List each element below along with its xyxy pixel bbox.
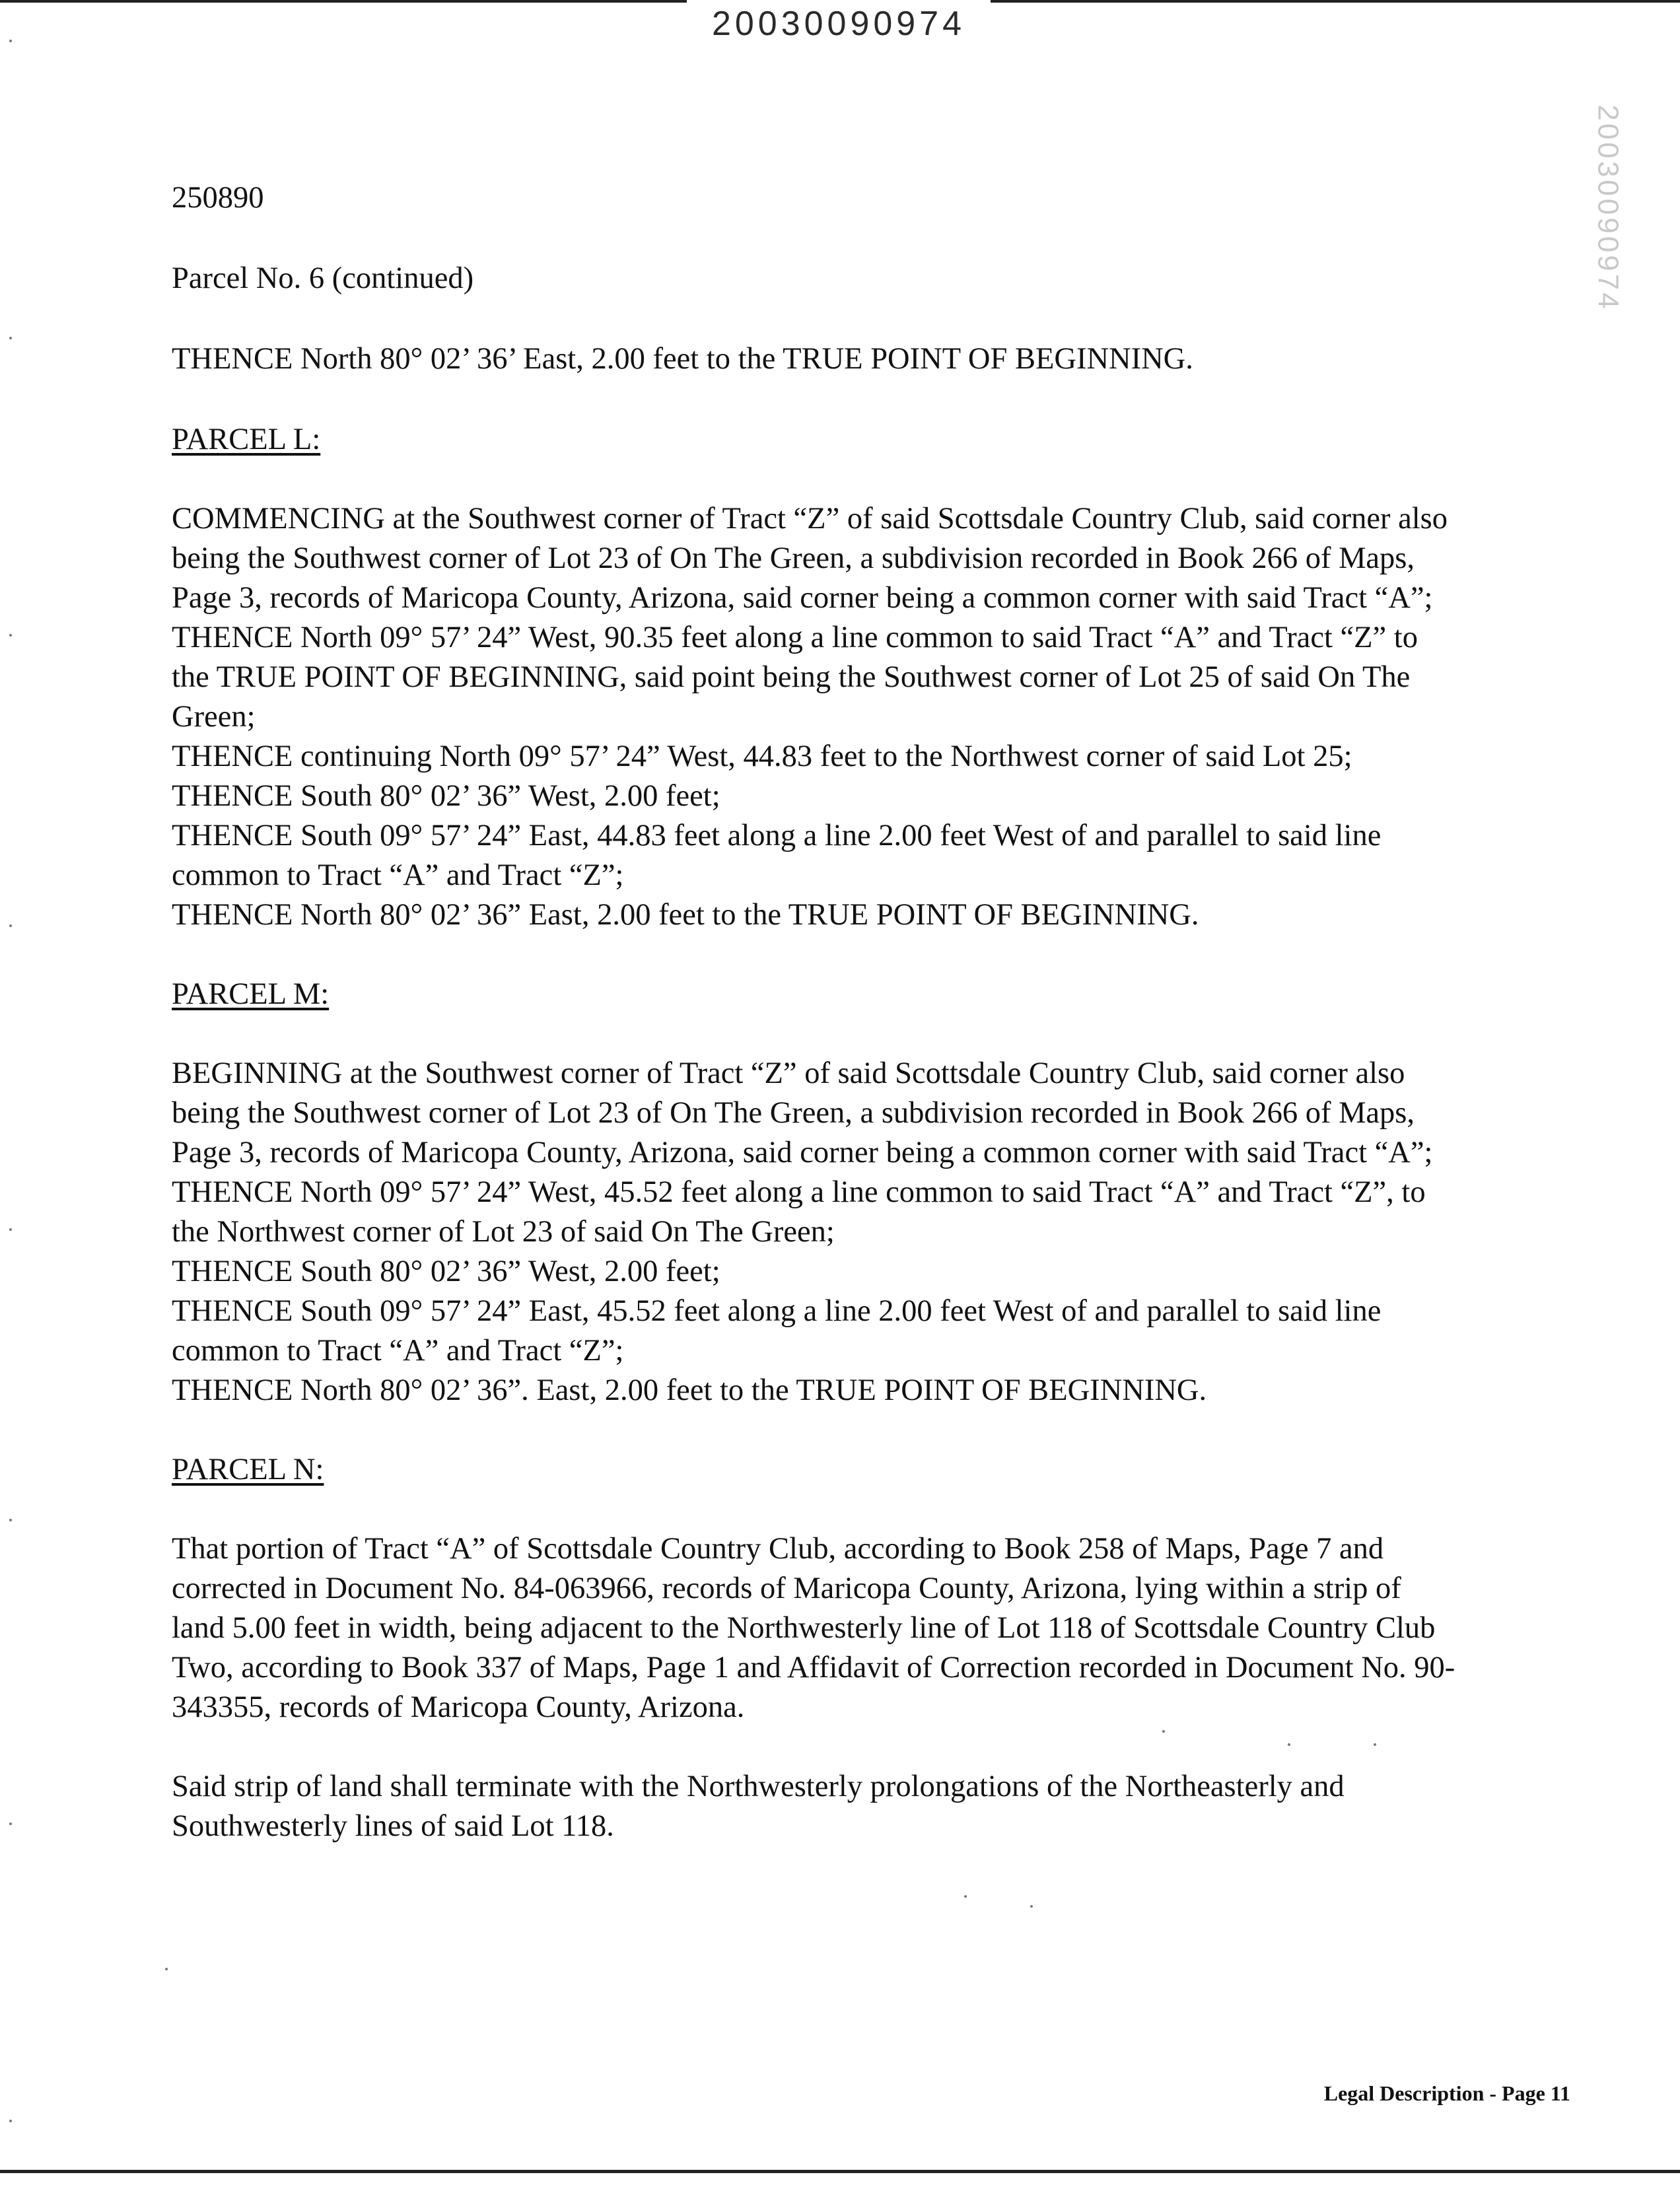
text-line: Two, according to Book 337 of Maps, Page 1 and Affidavit of Correction recorded in Document No. 90- xyxy=(172,1651,1455,1684)
section-heading: PARCEL M: xyxy=(172,977,330,1011)
text-line: common to Tract “A” and Tract “Z”; xyxy=(172,1334,624,1368)
scan-speck xyxy=(1374,1743,1376,1746)
scan-speck xyxy=(9,634,12,637)
text-line: Page 3, records of Maricopa County, Arizona, said corner being a common corner with said Tract “A”; xyxy=(172,581,1433,615)
legal-paragraph xyxy=(172,1054,1578,1410)
scan-speck xyxy=(9,1822,12,1825)
side-stamp xyxy=(1588,99,1628,317)
text-line: THENCE North 80° 02’ 36”. East, 2.00 feet to the TRUE POINT OF BEGINNING. xyxy=(172,1373,1207,1407)
text-line: being the Southwest corner of Lot 23 of On The Green, a subdivision recorded in Book 266 of Maps, xyxy=(172,541,1415,575)
scan-speck xyxy=(9,40,12,42)
parcel-l-section xyxy=(172,420,1578,935)
text-line: THENCE continuing North 09° 57’ 24” West, 44.83 feet to the Northwest corner of said Lot 25; xyxy=(172,740,1352,773)
legal-paragraph xyxy=(172,1529,1578,1727)
scan-speck xyxy=(964,1895,967,1898)
text-line: Page 3, records of Maricopa County, Arizona, said corner being a common corner with said Tract “A”; xyxy=(172,1136,1433,1169)
text-line: COMMENCING at the Southwest corner of Tract “Z” of said Scottsdale Country Club, said corner also xyxy=(172,502,1448,536)
text-line: Southwesterly lines of said Lot 118. xyxy=(172,1809,614,1843)
scan-speck xyxy=(165,1968,168,1970)
scan-speck xyxy=(9,2120,12,2122)
text-line: BEGINNING at the Southwest corner of Tract “Z” of said Scottsdale Country Club, said corner also xyxy=(172,1057,1405,1090)
text-line: 343355, records of Maricopa County, Arizona. xyxy=(172,1690,745,1724)
bottom-border-line xyxy=(0,2170,1680,2173)
text-line: THENCE North 09° 57’ 24” West, 90.35 feet along a line common to said Tract “A” and Tract “Z” to xyxy=(172,621,1418,654)
text-line: THENCE North 80° 02’ 36” East, 2.00 feet to the TRUE POINT OF BEGINNING. xyxy=(172,898,1199,932)
page-footer: Legal Description - Page 11 xyxy=(1323,2081,1570,2105)
scan-speck xyxy=(9,1519,12,1521)
text-line: corrected in Document No. 84-063966, records of Maricopa County, Arizona, lying within a strip of xyxy=(172,1572,1401,1605)
scan-speck xyxy=(9,337,12,339)
text-line: common to Tract “A” and Tract “Z”; xyxy=(172,858,624,892)
text-line: THENCE North 09° 57’ 24” West, 45.52 feet along a line common to said Tract “A” and Tract “Z”, to xyxy=(172,1175,1426,1209)
section-heading: PARCEL N: xyxy=(172,1453,324,1486)
text-line: THENCE South 80° 02’ 36” West, 2.00 feet; xyxy=(172,779,720,813)
reference-number: 250890 xyxy=(172,181,264,215)
text-line: the Northwest corner of Lot 23 of said On The Green; xyxy=(172,1215,835,1249)
document-number: 20030090974 xyxy=(687,0,991,48)
legal-paragraph xyxy=(172,1767,1578,1846)
text-line: That portion of Tract “A” of Scottsdale Country Club, according to Book 258 of Maps, Page 7 and xyxy=(172,1532,1384,1566)
scan-speck xyxy=(9,1228,12,1231)
scan-speck xyxy=(1162,1730,1165,1733)
parcel-intro: Parcel No. 6 (continued) xyxy=(172,261,474,295)
parcel-m-section xyxy=(172,975,1578,1410)
scan-speck xyxy=(1288,1743,1290,1746)
text-line: THENCE South 09° 57’ 24” East, 44.83 feet along a line 2.00 feet West of and parallel to said line xyxy=(172,819,1382,852)
scan-speck xyxy=(1030,1905,1033,1908)
legal-paragraph xyxy=(172,499,1578,935)
scan-speck xyxy=(9,924,12,927)
document-body xyxy=(172,178,1578,1886)
text-line: being the Southwest corner of Lot 23 of On The Green, a subdivision recorded in Book 266 of Maps, xyxy=(172,1096,1415,1130)
text-line: Green; xyxy=(172,700,256,734)
text-line: the TRUE POINT OF BEGINNING, said point being the Southwest corner of Lot 25 of said On The xyxy=(172,660,1411,694)
text-line: Said strip of land shall terminate with the Northwesterly prolongations of the Northeasterly and xyxy=(172,1770,1345,1803)
text-line: land 5.00 feet in width, being adjacent to the Northwesterly line of Lot 118 of Scottsdale Country Club xyxy=(172,1611,1436,1645)
section-heading: PARCEL L: xyxy=(172,423,321,456)
side-stamp-text: 20030090974 xyxy=(1592,104,1625,312)
text-line: THENCE South 09° 57’ 24” East, 45.52 feet along a line 2.00 feet West of and parallel to said line xyxy=(172,1294,1382,1328)
parcel-n-section xyxy=(172,1450,1578,1846)
continued-course-line: THENCE North 80° 02’ 36’ East, 2.00 feet to the TRUE POINT OF BEGINNING. xyxy=(172,342,1193,376)
text-line: THENCE South 80° 02’ 36” West, 2.00 feet; xyxy=(172,1255,720,1288)
